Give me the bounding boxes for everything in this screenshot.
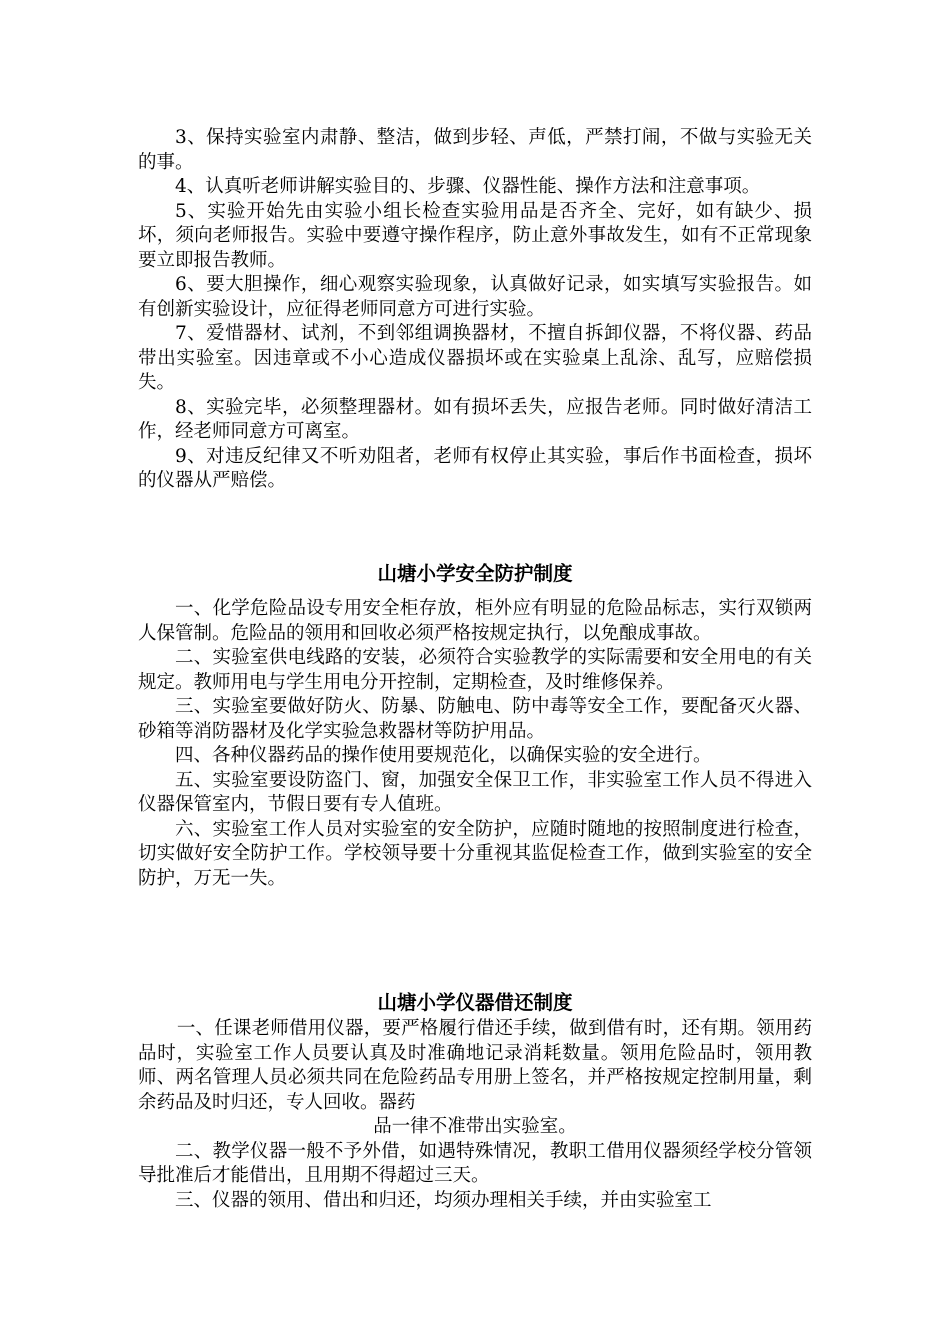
lending-clause-2: 二、教学仪器一般不予外借，如遇特殊情况，教职工借用仪器须经学校分管领导批准后才能借出，且用期不得超过三天。 — [138, 1140, 812, 1186]
safety-clause-4: 四、各种仪器药品的操作使用要规范化，以确保实验的安全进行。 — [175, 745, 712, 766]
safety-clause-2: 二、实验室供电线路的安装，必须符合实验教学的实际需要和安全用电的有关规定。教师用电与学生用电分开控制，定期检查，及时维修保养。 — [138, 647, 812, 693]
rule-item-6: 6、要大胆操作，细心观察实验现象，认真做好记录，如实填写实验报告。如有创新实验设计，应征得老师同意方可进行实验。 — [138, 274, 812, 320]
safety-clause-5: 五、实验室要设防盗门、窗，加强安全保卫工作，非实验室工作人员不得进入仪器保管室内，节假日要有专人值班。 — [138, 769, 812, 815]
rule-item-7: 7、爱惜器材、试剂，不到邻组调换器材，不擅自拆卸仪器，不将仪器、药品带出实验室。因违章或不小心造成仪器损坏或在实验桌上乱涂、乱写，应赔偿损失。 — [138, 323, 812, 393]
lending-clause-1-tail: 品一律不准带出实验室。 — [373, 1116, 577, 1137]
rule-item-8: 8、实验完毕，必须整理器材。如有损坏丢失，应报告老师。同时做好清洁工作，经老师同意方可离室。 — [138, 396, 812, 442]
lending-clause-3: 三、仪器的领用、借出和归还，均须办理相关手续，并由实验室工 — [175, 1189, 712, 1211]
lending-section-body — [138, 1017, 812, 1213]
rule-item-9: 9、对违反纪律又不听劝阻者，老师有权停止其实验，事后作书面检查，损坏的仪器从严赔偿。 — [138, 445, 812, 491]
safety-clause-1: 一、化学危险品设专用安全柜存放，柜外应有明显的危险品标志，实行双锁两人保管制。危险品的领用和回收必须严格按规定执行，以免酿成事故。 — [138, 598, 812, 644]
safety-clause-6: 六、实验室工作人员对实验室的安全防护，应随时随地的按照制度进行检查，切实做好安全防护工作。学校领导要十分重视其监促检查工作，做到实验室的安全防护，万无一失。 — [138, 818, 812, 889]
rule-item-4: 4、认真听老师讲解实验目的、步骤、仪器性能、操作方法和注意事项。 — [175, 176, 761, 197]
lab-rules-continued — [138, 126, 812, 494]
rule-item-3: 3、保持实验室内肃静、整洁，做到步轻、声低，严禁打闹，不做与实验无关的事。 — [138, 127, 812, 173]
safety-clause-3: 三、实验室要做好防火、防暴、防触电、防中毒等安全工作，要配备灭火器、砂箱等消防器材及化学实验急救器材等防护用品。 — [138, 696, 812, 742]
safety-section-body — [138, 597, 812, 891]
rule-item-5: 5、实验开始先由实验小组长检查实验用品是否齐全、完好，如有缺少、损坏，须向老师报告。实验中要遵守操作程序，防止意外事故发生，如有不正常现象要立即报告教师。 — [138, 200, 812, 271]
lending-section-title: 山塘小学仪器借还制度 — [377, 991, 573, 1014]
safety-section-title: 山塘小学安全防护制度 — [377, 562, 573, 585]
lending-clause-1: 一、任课老师借用仪器，要严格履行借还手续，做到借有时，还有期。领用药品时，实验室工作人员要认真及时准确地记录消耗数量。领用危险品时，领用教师、两名管理人员必须共同在危险药品专用册上签名，并严格按规定控制用量，剩余药品及时归还，专人回收。器药 — [138, 1018, 812, 1113]
